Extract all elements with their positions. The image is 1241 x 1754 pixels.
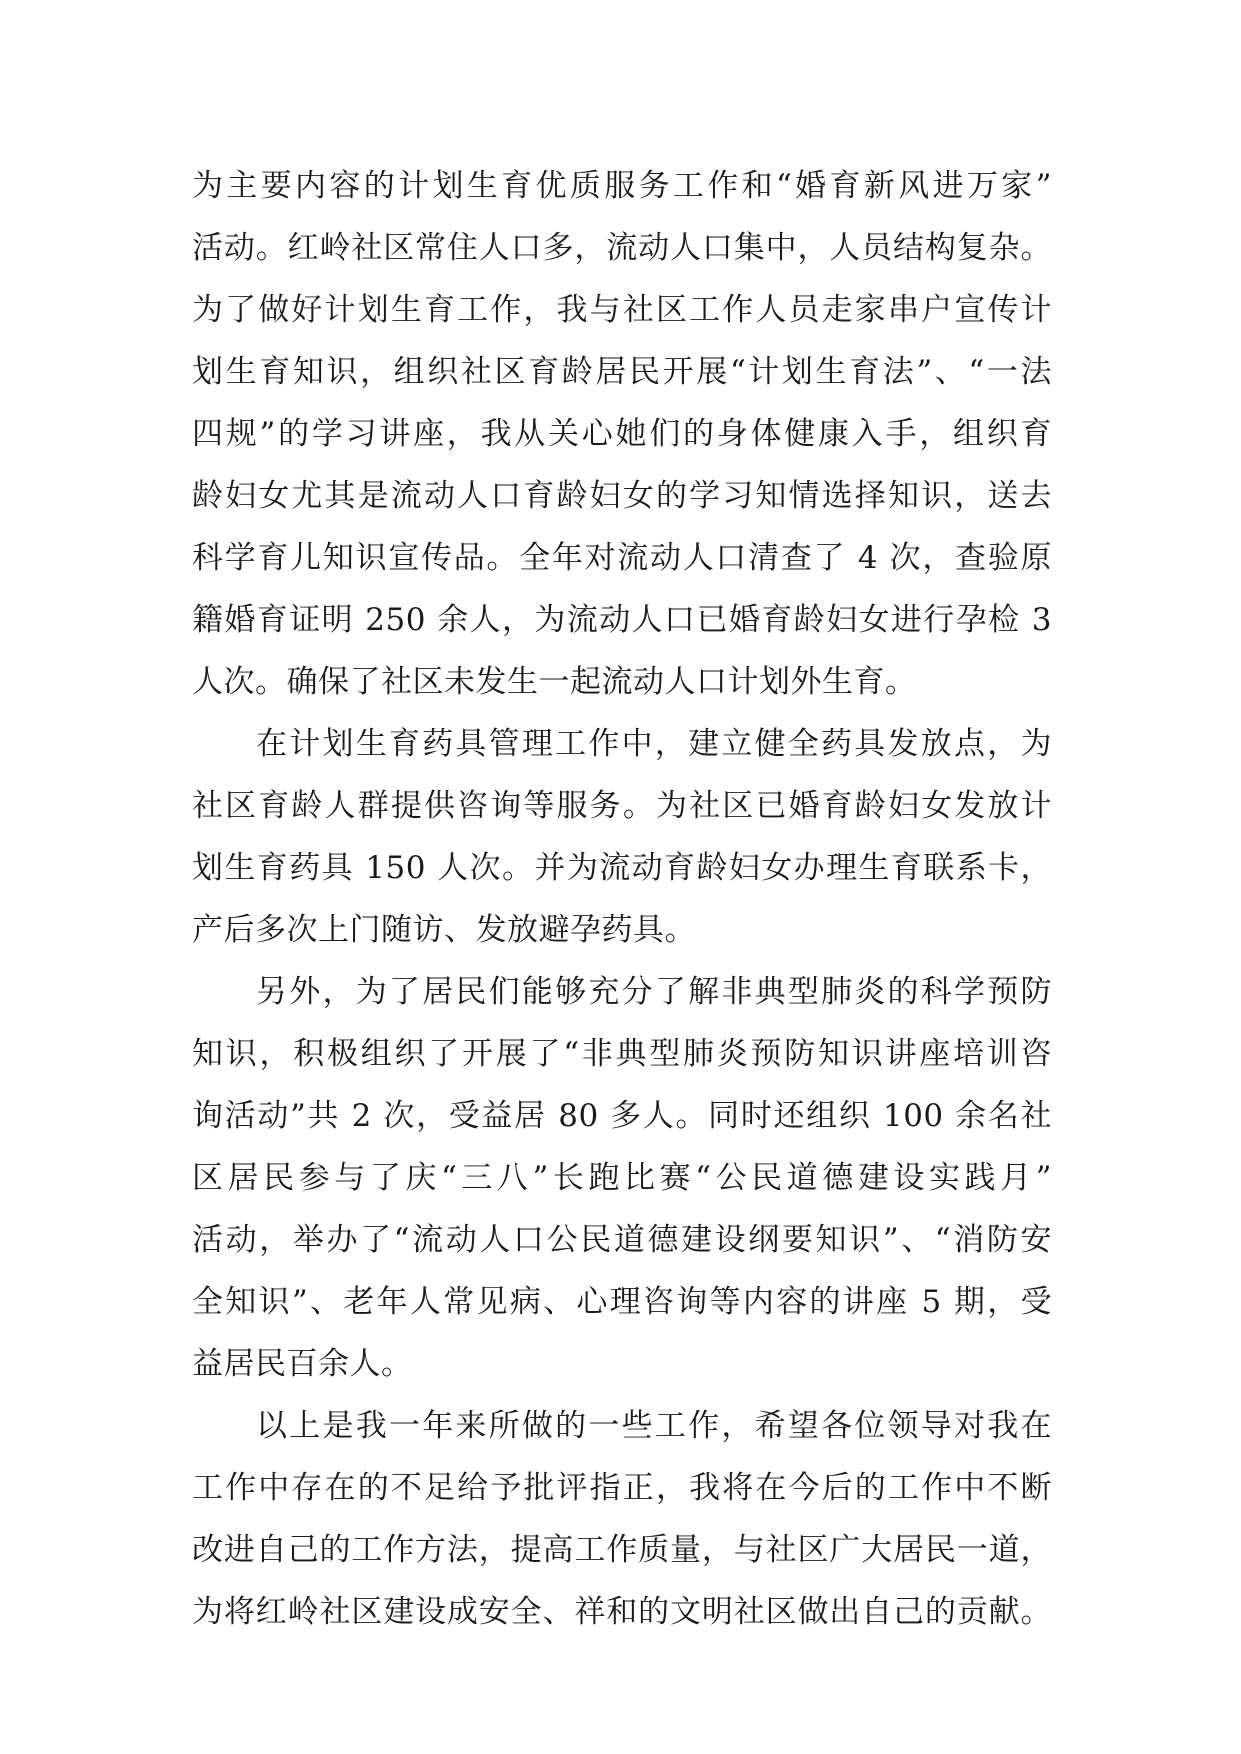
text-line: 四规”的学习讲座，我从关心她们的身体健康入手，组织育 [192,416,1052,452]
paragraph-first-line: 以上是我一年来所做的一些工作，希望各位领导对我在 [256,1408,1052,1444]
text-line: 益居民百余人。 [192,1346,413,1382]
text-line: 划生育知识，组织社区育龄居民开展“计划生育法”、“一法 [192,354,1052,390]
text-line: 划生育药具 150 人次。并为流动育龄妇女办理生育联系卡， [192,850,1052,886]
text-line: 龄妇女尤其是流动人口育龄妇女的学习知情选择知识，送去 [192,478,1052,514]
document-body [192,155,1052,1643]
paragraph-first-line: 在计划生育药具管理工作中，建立健全药具发放点，为 [256,726,1052,762]
text-line: 科学育儿知识宣传品。全年对流动人口清查了 4 次，查验原 [192,540,1052,576]
text-line: 为将红岭社区建设成安全、祥和的文明社区做出自己的贡献。 [192,1594,1052,1630]
text-line: 人次。确保了社区未发生一起流动人口计划外生育。 [192,664,917,700]
text-line: 知识，积极组织了开展了“非典型肺炎预防知识讲座培训咨 [192,1036,1052,1072]
text-line: 工作中存在的不足给予批评指正，我将在今后的工作中不断 [192,1470,1052,1506]
text-line: 社区育龄人群提供咨询等服务。为社区已婚育龄妇女发放计 [192,788,1052,824]
text-line: 全知识”、老年人常见病、心理咨询等内容的讲座 5 期，受 [192,1284,1052,1320]
text-line: 区居民参与了庆“三八”长跑比赛“公民道德建设实践月” [192,1160,1052,1196]
text-line: 活动，举办了“流动人口公民道德建设纲要知识”、“消防安 [192,1222,1052,1258]
text-line: 改进自己的工作方法，提高工作质量，与社区广大居民一道， [192,1532,1052,1568]
text-line: 为主要内容的计划生育优质服务工作和“婚育新风进万家” [192,168,1052,204]
text-line: 活动。红岭社区常住人口多，流动人口集中，人员结构复杂。 [192,230,1052,266]
text-line: 为了做好计划生育工作，我与社区工作人员走家串户宣传计 [192,292,1052,328]
text-line: 询活动”共 2 次，受益居 80 多人。同时还组织 100 余名社 [192,1098,1052,1134]
text-line: 产后多次上门随访、发放避孕药具。 [192,912,696,948]
paragraph-first-line: 另外，为了居民们能够充分了解非典型肺炎的科学预防 [256,974,1052,1010]
text-line: 籍婚育证明 250 余人，为流动人口已婚育龄妇女进行孕检 3 [192,602,1052,638]
